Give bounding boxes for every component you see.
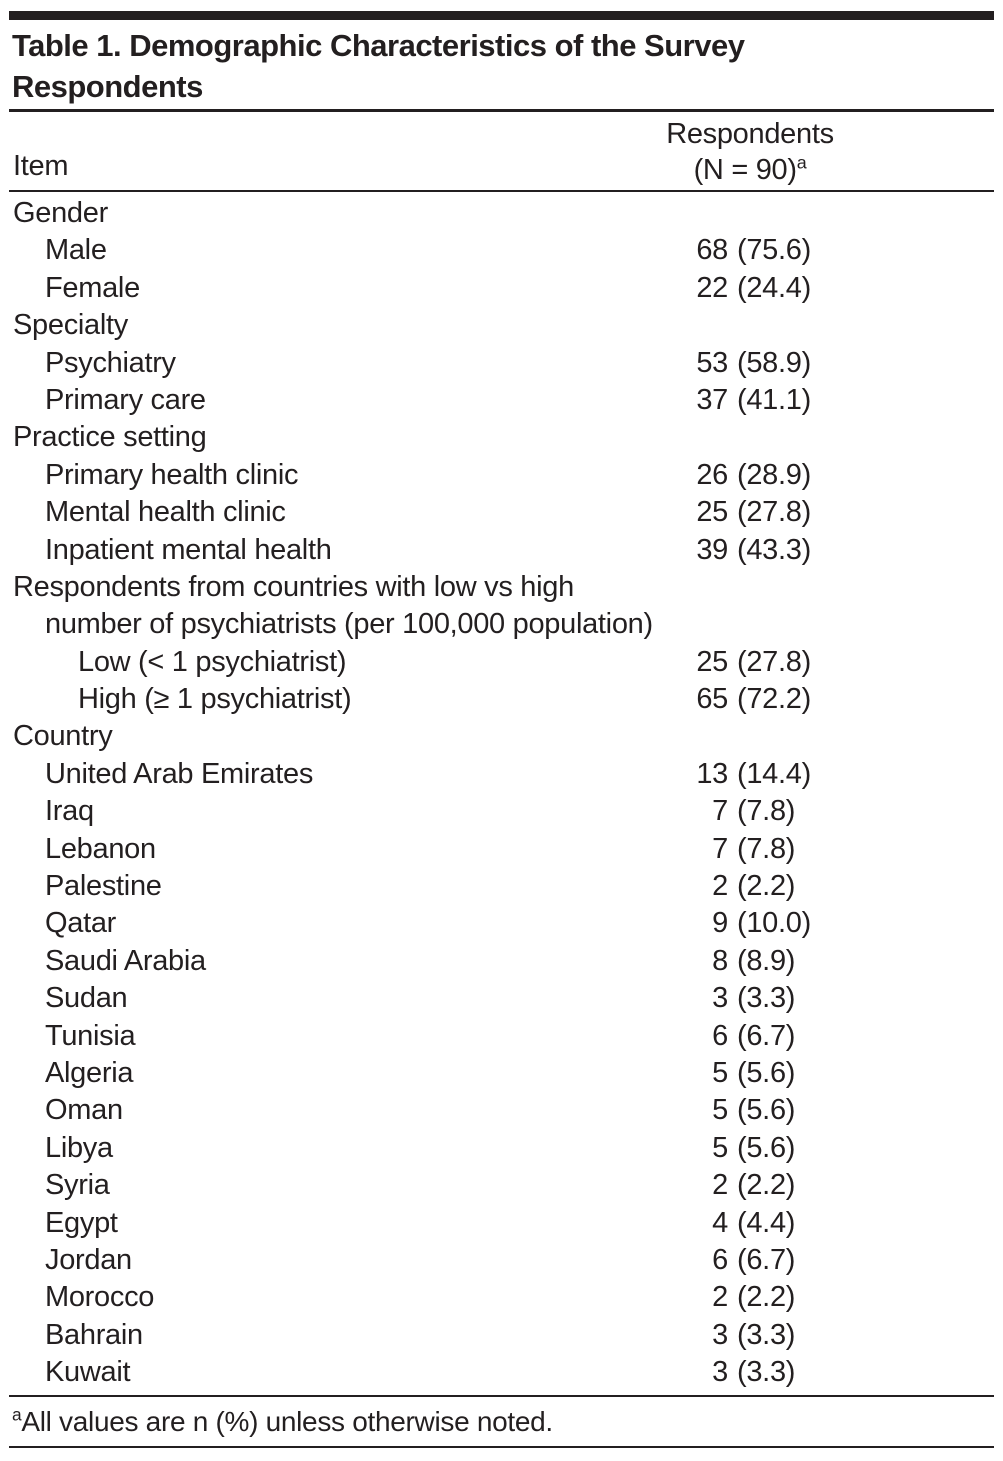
row-label: Lebanon [45,832,156,865]
table-row [0,756,1003,793]
table-row [0,943,1003,980]
row-value-percent: (7.8) [737,795,796,828]
row-value-count: 25 [696,645,728,678]
table-row [0,307,1003,344]
row-value-percent: (10.0) [737,907,811,940]
table-row [0,793,1003,830]
row-label: Primary health clinic [45,458,299,491]
row-value-percent: (3.3) [737,1356,796,1389]
row-label: Practice setting [13,421,207,454]
row-value-count: 39 [696,533,728,566]
row-value-percent: (5.6) [737,1131,796,1164]
row-label: Bahrain [45,1318,143,1351]
row-label: Primary care [45,383,206,416]
row-value-count: 22 [696,271,728,304]
table-row [0,1279,1003,1316]
row-value-percent: (6.7) [737,1019,796,1052]
row-value-percent: (6.7) [737,1243,796,1276]
table-row [0,1205,1003,1242]
table-column-headers [0,112,1003,190]
table-row [0,195,1003,232]
row-label: Specialty [13,309,128,342]
table-row [0,457,1003,494]
row-value-count: 68 [696,234,728,267]
row-value-percent: (7.8) [737,832,796,865]
row-value-count: 53 [696,346,728,379]
column-header-item: Item [13,150,69,182]
table-row [0,270,1003,307]
table-row [0,1055,1003,1092]
row-label: Inpatient mental health [45,533,332,566]
row-value-percent: (27.8) [737,645,811,678]
column-header-respondents [630,116,870,188]
row-label: Mental health clinic [45,496,286,529]
row-value-percent: (43.3) [737,533,811,566]
footnote-text: All values are n (%) unless otherwise noted. [21,1405,553,1437]
row-value-count: 2 [712,870,728,903]
table-top-bar [9,11,994,20]
row-label: Tunisia [45,1019,136,1052]
row-value-count: 6 [712,1019,728,1052]
row-value-count: 2 [712,1281,728,1314]
row-value-count: 65 [696,683,728,716]
row-label: Syria [45,1169,110,1202]
table-title [12,25,991,107]
row-value-count: 7 [712,795,728,828]
row-label: Sudan [45,982,128,1015]
row-value-count: 5 [712,1056,728,1089]
row-value-count: 8 [712,944,728,977]
row-label: Algeria [45,1056,134,1089]
row-value-count: 2 [712,1169,728,1202]
row-value-percent: (24.4) [737,271,811,304]
row-value-percent: (5.6) [737,1094,796,1127]
table-row [0,1130,1003,1167]
table-row [0,494,1003,531]
row-value-percent: (27.8) [737,496,811,529]
row-label: Palestine [45,870,162,903]
row-value-percent: (3.3) [737,982,796,1015]
row-label: Female [45,271,140,304]
row-value-percent: (28.9) [737,458,811,491]
row-value-count: 25 [696,496,728,529]
row-label: Qatar [45,907,117,940]
row-label: Saudi Arabia [45,944,206,977]
row-value-percent: (5.6) [737,1056,796,1089]
table-row [0,980,1003,1017]
row-value-percent: (2.2) [737,1281,796,1314]
footnote-marker: a [12,1404,22,1425]
table-body [0,192,1003,1392]
row-value-count: 3 [712,1318,728,1351]
row-label: Low (< 1 psychiatrist) [78,645,347,678]
table-row [0,1167,1003,1204]
row-value-percent: (4.4) [737,1206,796,1239]
table-row [0,419,1003,456]
row-value-percent: (2.2) [737,1169,796,1202]
row-label: Country [13,720,113,753]
column-header-respondents-line1: Respondents [666,118,834,150]
table-row [0,606,1003,643]
row-value-percent: (41.1) [737,383,811,416]
table-row [0,1354,1003,1391]
row-value-count: 6 [712,1243,728,1276]
row-value-count: 37 [696,383,728,416]
row-label: number of psychiatrists (per 100,000 population) [45,608,653,641]
row-value-percent: (8.9) [737,944,796,977]
row-value-percent: (72.2) [737,683,811,716]
table-row [0,905,1003,942]
bottom-rule [9,1446,994,1448]
row-value-percent: (2.2) [737,870,796,903]
row-label: United Arab Emirates [45,757,314,790]
table-row [0,382,1003,419]
row-label: Gender [13,197,108,229]
row-value-percent: (75.6) [737,234,811,267]
table-row [0,1018,1003,1055]
row-label: Iraq [45,795,94,828]
column-header-respondents-line2 [630,152,870,188]
row-value-count: 7 [712,832,728,865]
table-row [0,644,1003,681]
row-label: Male [45,234,107,267]
row-value-count: 4 [712,1206,728,1239]
row-label: Respondents from countries with low vs high [13,570,574,603]
table-row [0,831,1003,868]
table-row [0,532,1003,569]
table-title-line2: Respondents [12,69,203,104]
table-row [0,345,1003,382]
footnote-divider-rule [9,1395,994,1397]
row-label: Oman [45,1094,123,1127]
row-label: Jordan [45,1243,132,1276]
row-value-count: 5 [712,1094,728,1127]
row-value-count: 26 [696,458,728,491]
row-value-count: 3 [712,1356,728,1389]
table-footnote [12,1400,994,1444]
row-label: Kuwait [45,1356,131,1389]
table-row [0,569,1003,606]
row-value-count: 9 [712,907,728,940]
table-row [0,1242,1003,1279]
table-row [0,718,1003,755]
table-title-line1: Table 1. Demographic Characteristics of the Survey [12,28,745,63]
table-row [0,1092,1003,1129]
row-value-count: 5 [712,1131,728,1164]
row-label: Egypt [45,1206,118,1239]
row-value-percent: (3.3) [737,1318,796,1351]
footnote-marker-superscript: a [796,152,807,173]
row-value-count: 13 [696,757,728,790]
row-value-count: 3 [712,982,728,1015]
table-row [0,868,1003,905]
row-value-percent: (58.9) [737,346,811,379]
respondents-n-text: (N = 90) [693,154,797,186]
row-label: Morocco [45,1281,155,1314]
row-label: Libya [45,1131,113,1164]
row-value-percent: (14.4) [737,757,811,790]
table-row [0,681,1003,718]
table-row [0,232,1003,269]
row-label: Psychiatry [45,346,176,379]
table-row [0,1317,1003,1354]
row-label: High (≥ 1 psychiatrist) [78,683,352,716]
